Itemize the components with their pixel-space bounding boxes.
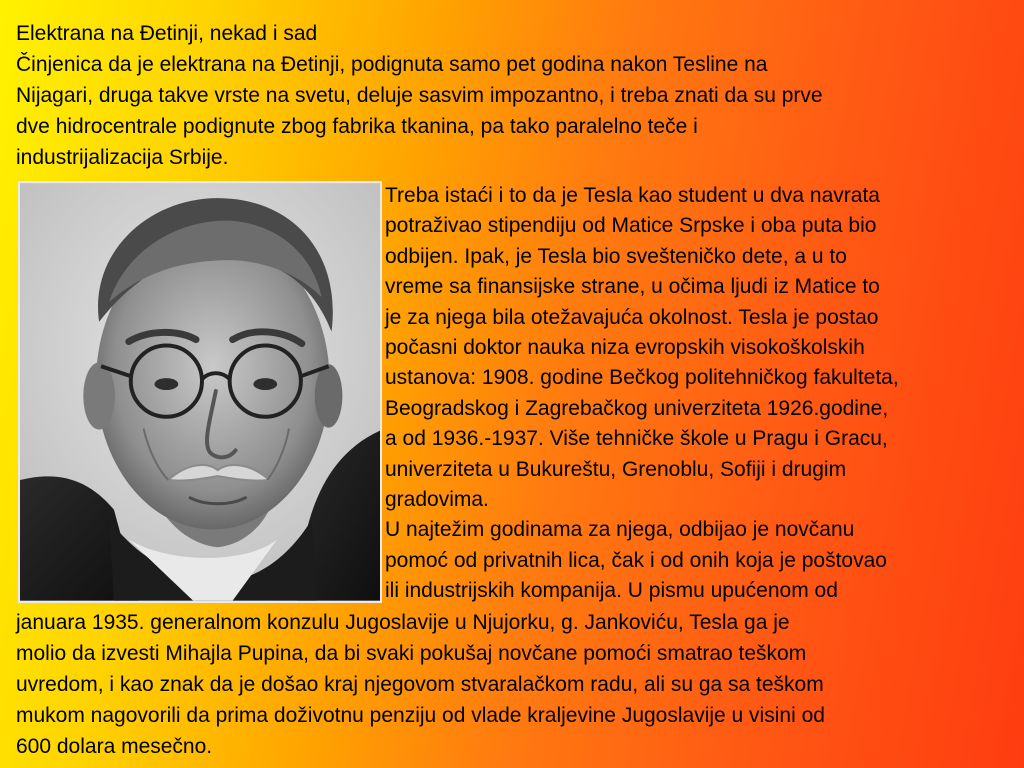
bottom-line-3: uvredom, i kao znak da je došao kraj njegovom stvaralačkom radu, ali su ga sa teškom xyxy=(16,673,824,696)
intro-line-2: Nijagari, druga takve vrste na svetu, deluje sasvim impozantno, i treba znati da su prve xyxy=(16,84,823,107)
right-line-12: U najtežim godinama za njega, odbijao je novčanu xyxy=(385,518,855,542)
portrait-illustration xyxy=(20,183,380,601)
right-line-8: Beogradskog i Zagrebačkog univerziteta 1926.godine, xyxy=(385,396,889,420)
right-line-2: potraživao stipendiju od Matice Srpske i oba puta bio xyxy=(385,214,877,238)
right-line-1: Treba istaći i to da je Tesla kao student u dva navrata xyxy=(385,184,880,207)
bottom-line-1: januara 1935. generalnom konzulu Jugoslavije u Njujorku, g. Jankoviću, Tesla ga je xyxy=(16,611,790,634)
right-line-13: pomoć od privatnih lica, čak i od onih koja je poštovao xyxy=(385,548,887,572)
right-line-5: je za njega bila otežavajuća okolnost. Tesla je postao xyxy=(385,305,879,329)
slide-title: Elektrana na Đetinji, nekad i sad xyxy=(16,22,318,45)
intro-line-3: dve hidrocentrale podignute zbog fabrika tkanina, pa tako paralelno teče i xyxy=(16,115,698,138)
right-line-3: odbijen. Ipak, je Tesla bio svešteničko dete, a u to xyxy=(385,244,847,268)
right-line-10: univerziteta u Bukureštu, Grenoblu, Sofiji i drugim xyxy=(385,457,847,481)
right-line-7: ustanova: 1908. godine Bečkog politehničkog fakulteta, xyxy=(385,366,899,390)
right-line-6: počasni doktor nauka niza evropskih visokoškolskih xyxy=(385,336,865,359)
right-line-9: a od 1936.-1937. Više tehničke škole u Pragu i Gracu, xyxy=(385,427,888,451)
bottom-line-5: 600 dolara mesečno. xyxy=(16,735,213,758)
bottom-line-4: mukom nagovorili da prima doživotnu penziju od vlade kraljevine Jugoslavije u visini od xyxy=(16,704,825,727)
intro-line-1: Činjenica da je elektrana na Đetinji, podignuta samo pet godina nakon Tesline na xyxy=(16,53,768,76)
right-line-14: ili industrijskih kompanija. U pismu upućenom od xyxy=(385,579,838,603)
right-line-11: gradovima. xyxy=(385,488,489,511)
portrait-photo xyxy=(18,181,382,603)
bottom-line-2: molio da izvesti Mihajla Pupina, da bi svaki pokušaj novčane pomoći smatrao teškom xyxy=(16,642,807,665)
right-line-4: vreme sa finansijske strane, u očima ljudi iz Matice to xyxy=(385,275,880,299)
intro-line-4: industrijalizacija Srbije. xyxy=(16,146,229,169)
